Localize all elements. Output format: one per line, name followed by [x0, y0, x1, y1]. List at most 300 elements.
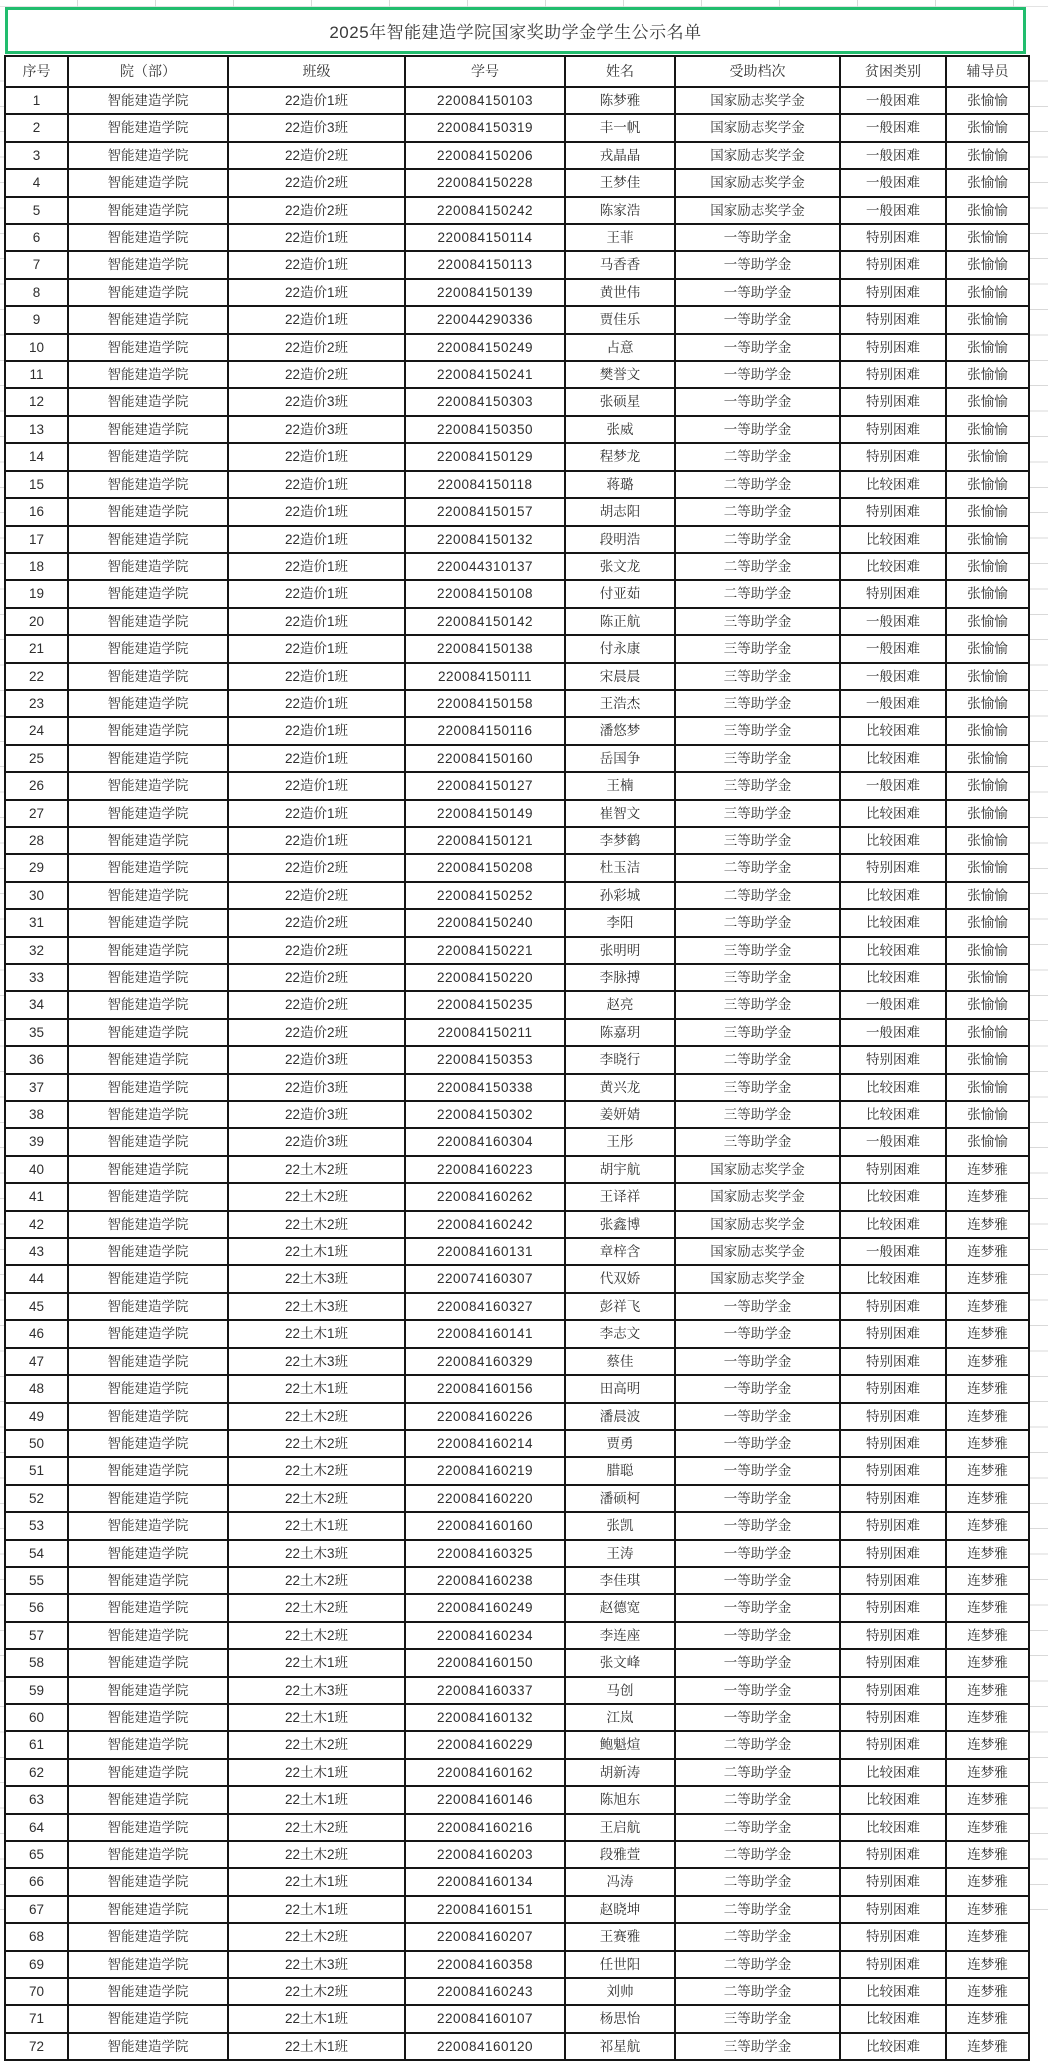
cell-name[interactable]: 张文龙	[565, 553, 675, 580]
cell-serial[interactable]: 6	[5, 224, 68, 251]
cell-college[interactable]: 智能建造学院	[68, 1156, 228, 1183]
cell-college[interactable]: 智能建造学院	[68, 279, 228, 306]
cell-class[interactable]: 22造价1班	[228, 306, 405, 333]
cell-poverty-category[interactable]: 特别困难	[840, 1896, 946, 1923]
column-header-aid-level[interactable]: 受助档次	[675, 56, 840, 87]
cell-class[interactable]: 22造价1班	[228, 279, 405, 306]
cell-poverty-category[interactable]: 比较困难	[840, 1211, 946, 1238]
cell-college[interactable]: 智能建造学院	[68, 224, 228, 251]
cell-class[interactable]: 22土木2班	[228, 1731, 405, 1758]
cell-counselor[interactable]: 张愉愉	[946, 991, 1029, 1018]
cell-student-id[interactable]: 220084160358	[405, 1951, 565, 1978]
cell-class[interactable]: 22土木2班	[228, 1622, 405, 1649]
cell-poverty-category[interactable]: 一般困难	[840, 87, 946, 114]
cell-poverty-category[interactable]: 特别困难	[840, 306, 946, 333]
column-header-counselor[interactable]: 辅导员	[946, 56, 1029, 87]
cell-college[interactable]: 智能建造学院	[68, 87, 228, 114]
cell-aid-level[interactable]: 二等助学金	[675, 1841, 840, 1868]
cell-aid-level[interactable]: 三等助学金	[675, 991, 840, 1018]
column-header-student-id[interactable]: 学号	[405, 56, 565, 87]
cell-name[interactable]: 王启航	[565, 1814, 675, 1841]
cell-class[interactable]: 22土木1班	[228, 2033, 405, 2060]
cell-serial[interactable]: 36	[5, 1046, 68, 1073]
cell-class[interactable]: 22造价1班	[228, 608, 405, 635]
cell-college[interactable]: 智能建造学院	[68, 2033, 228, 2060]
cell-aid-level[interactable]: 国家励志奖学金	[675, 1156, 840, 1183]
cell-aid-level[interactable]: 国家励志奖学金	[675, 1238, 840, 1265]
cell-serial[interactable]: 71	[5, 2005, 68, 2032]
cell-student-id[interactable]: 220084150252	[405, 882, 565, 909]
cell-poverty-category[interactable]: 比较困难	[840, 553, 946, 580]
cell-serial[interactable]: 49	[5, 1403, 68, 1430]
cell-counselor[interactable]: 张愉愉	[946, 580, 1029, 607]
cell-student-id[interactable]: 220084150118	[405, 471, 565, 498]
cell-college[interactable]: 智能建造学院	[68, 197, 228, 224]
cell-name[interactable]: 田高明	[565, 1375, 675, 1402]
cell-aid-level[interactable]: 二等助学金	[675, 1923, 840, 1950]
cell-serial[interactable]: 29	[5, 854, 68, 881]
cell-student-id[interactable]: 220044290336	[405, 306, 565, 333]
cell-counselor[interactable]: 连梦雅	[946, 1786, 1029, 1813]
cell-poverty-category[interactable]: 特别困难	[840, 1841, 946, 1868]
cell-poverty-category[interactable]: 比较困难	[840, 1978, 946, 2005]
cell-class[interactable]: 22土木2班	[228, 1156, 405, 1183]
cell-college[interactable]: 智能建造学院	[68, 142, 228, 169]
cell-student-id[interactable]: 220084160150	[405, 1649, 565, 1676]
cell-aid-level[interactable]: 一等助学金	[675, 1512, 840, 1539]
cell-name[interactable]: 任世阳	[565, 1951, 675, 1978]
cell-class[interactable]: 22土木2班	[228, 1457, 405, 1484]
cell-serial[interactable]: 44	[5, 1265, 68, 1292]
cell-aid-level[interactable]: 一等助学金	[675, 1403, 840, 1430]
cell-counselor[interactable]: 连梦雅	[946, 1704, 1029, 1731]
cell-serial[interactable]: 57	[5, 1622, 68, 1649]
cell-serial[interactable]: 72	[5, 2033, 68, 2060]
cell-counselor[interactable]: 张愉愉	[946, 87, 1029, 114]
cell-college[interactable]: 智能建造学院	[68, 498, 228, 525]
cell-serial[interactable]: 1	[5, 87, 68, 114]
cell-class[interactable]: 22造价2班	[228, 882, 405, 909]
cell-class[interactable]: 22造价2班	[228, 964, 405, 991]
cell-name[interactable]: 陈家浩	[565, 197, 675, 224]
cell-college[interactable]: 智能建造学院	[68, 827, 228, 854]
cell-college[interactable]: 智能建造学院	[68, 800, 228, 827]
cell-poverty-category[interactable]: 比较困难	[840, 882, 946, 909]
cell-class[interactable]: 22土木2班	[228, 1978, 405, 2005]
cell-college[interactable]: 智能建造学院	[68, 1978, 228, 2005]
cell-class[interactable]: 22土木3班	[228, 1265, 405, 1292]
cell-name[interactable]: 蔡佳	[565, 1348, 675, 1375]
cell-student-id[interactable]: 220084150149	[405, 800, 565, 827]
cell-serial[interactable]: 3	[5, 142, 68, 169]
cell-aid-level[interactable]: 三等助学金	[675, 717, 840, 744]
cell-counselor[interactable]: 张愉愉	[946, 334, 1029, 361]
cell-serial[interactable]: 40	[5, 1156, 68, 1183]
cell-poverty-category[interactable]: 一般困难	[840, 635, 946, 662]
cell-counselor[interactable]: 连梦雅	[946, 1211, 1029, 1238]
cell-student-id[interactable]: 220084160132	[405, 1704, 565, 1731]
cell-class[interactable]: 22造价1班	[228, 526, 405, 553]
cell-serial[interactable]: 10	[5, 334, 68, 361]
cell-student-id[interactable]: 220084150303	[405, 388, 565, 415]
cell-college[interactable]: 智能建造学院	[68, 1814, 228, 1841]
cell-college[interactable]: 智能建造学院	[68, 1101, 228, 1128]
cell-class[interactable]: 22土木1班	[228, 1238, 405, 1265]
cell-student-id[interactable]: 220084160120	[405, 2033, 565, 2060]
cell-serial[interactable]: 27	[5, 800, 68, 827]
cell-name[interactable]: 代双娇	[565, 1265, 675, 1292]
column-header-poverty-category[interactable]: 贫困类别	[840, 56, 946, 87]
cell-name[interactable]: 冯涛	[565, 1868, 675, 1895]
cell-counselor[interactable]: 张愉愉	[946, 279, 1029, 306]
cell-counselor[interactable]: 张愉愉	[946, 827, 1029, 854]
cell-poverty-category[interactable]: 特别困难	[840, 1677, 946, 1704]
cell-student-id[interactable]: 220084160134	[405, 1868, 565, 1895]
cell-class[interactable]: 22土木2班	[228, 1841, 405, 1868]
cell-counselor[interactable]: 张愉愉	[946, 1074, 1029, 1101]
cell-poverty-category[interactable]: 特别困难	[840, 279, 946, 306]
cell-counselor[interactable]: 张愉愉	[946, 1101, 1029, 1128]
cell-college[interactable]: 智能建造学院	[68, 471, 228, 498]
cell-serial[interactable]: 12	[5, 388, 68, 415]
cell-aid-level[interactable]: 三等助学金	[675, 772, 840, 799]
cell-student-id[interactable]: 220084160214	[405, 1430, 565, 1457]
cell-class[interactable]: 22土木2班	[228, 1567, 405, 1594]
cell-name[interactable]: 李连座	[565, 1622, 675, 1649]
cell-counselor[interactable]: 连梦雅	[946, 1622, 1029, 1649]
cell-poverty-category[interactable]: 特别困难	[840, 1403, 946, 1430]
cell-class[interactable]: 22造价1班	[228, 553, 405, 580]
cell-serial[interactable]: 41	[5, 1183, 68, 1210]
cell-counselor[interactable]: 连梦雅	[946, 1841, 1029, 1868]
cell-counselor[interactable]: 连梦雅	[946, 1403, 1029, 1430]
cell-serial[interactable]: 33	[5, 964, 68, 991]
cell-name[interactable]: 李志文	[565, 1320, 675, 1347]
cell-college[interactable]: 智能建造学院	[68, 1457, 228, 1484]
cell-aid-level[interactable]: 一等助学金	[675, 388, 840, 415]
cell-name[interactable]: 宋晨晨	[565, 663, 675, 690]
cell-class[interactable]: 22造价2班	[228, 361, 405, 388]
cell-aid-level[interactable]: 二等助学金	[675, 1896, 840, 1923]
cell-student-id[interactable]: 220084150121	[405, 827, 565, 854]
cell-counselor[interactable]: 张愉愉	[946, 526, 1029, 553]
cell-serial[interactable]: 19	[5, 580, 68, 607]
cell-college[interactable]: 智能建造学院	[68, 882, 228, 909]
cell-poverty-category[interactable]: 特别困难	[840, 334, 946, 361]
cell-poverty-category[interactable]: 比较困难	[840, 964, 946, 991]
cell-name[interactable]: 江岚	[565, 1704, 675, 1731]
cell-name[interactable]: 胡新涛	[565, 1759, 675, 1786]
column-header-class[interactable]: 班级	[228, 56, 405, 87]
cell-poverty-category[interactable]: 比较困难	[840, 745, 946, 772]
cell-poverty-category[interactable]: 特别困难	[840, 1622, 946, 1649]
cell-student-id[interactable]: 220084160141	[405, 1320, 565, 1347]
cell-counselor[interactable]: 连梦雅	[946, 1677, 1029, 1704]
cell-class[interactable]: 22土木3班	[228, 1951, 405, 1978]
cell-class[interactable]: 22土木1班	[228, 1786, 405, 1813]
cell-college[interactable]: 智能建造学院	[68, 1183, 228, 1210]
cell-aid-level[interactable]: 一等助学金	[675, 416, 840, 443]
cell-aid-level[interactable]: 国家励志奖学金	[675, 1211, 840, 1238]
cell-name[interactable]: 祁星航	[565, 2033, 675, 2060]
cell-counselor[interactable]: 张愉愉	[946, 937, 1029, 964]
cell-poverty-category[interactable]: 特别困难	[840, 1320, 946, 1347]
cell-aid-level[interactable]: 三等助学金	[675, 937, 840, 964]
cell-counselor[interactable]: 连梦雅	[946, 1293, 1029, 1320]
cell-name[interactable]: 陈嘉玥	[565, 1019, 675, 1046]
cell-aid-level[interactable]: 一等助学金	[675, 1540, 840, 1567]
cell-college[interactable]: 智能建造学院	[68, 635, 228, 662]
cell-class[interactable]: 22造价2班	[228, 854, 405, 881]
cell-counselor[interactable]: 连梦雅	[946, 1896, 1029, 1923]
cell-name[interactable]: 王涛	[565, 1540, 675, 1567]
cell-name[interactable]: 陈旭东	[565, 1786, 675, 1813]
cell-aid-level[interactable]: 三等助学金	[675, 2033, 840, 2060]
cell-name[interactable]: 黄兴龙	[565, 1074, 675, 1101]
cell-counselor[interactable]: 张愉愉	[946, 964, 1029, 991]
cell-serial[interactable]: 64	[5, 1814, 68, 1841]
cell-poverty-category[interactable]: 特别困难	[840, 1951, 946, 1978]
cell-class[interactable]: 22土木3班	[228, 1540, 405, 1567]
cell-class[interactable]: 22造价3班	[228, 388, 405, 415]
cell-student-id[interactable]: 220084150241	[405, 361, 565, 388]
cell-name[interactable]: 付亚茹	[565, 580, 675, 607]
cell-class[interactable]: 22造价1班	[228, 745, 405, 772]
cell-poverty-category[interactable]: 特别困难	[840, 1868, 946, 1895]
cell-poverty-category[interactable]: 一般困难	[840, 169, 946, 196]
cell-class[interactable]: 22土木1班	[228, 1649, 405, 1676]
cell-college[interactable]: 智能建造学院	[68, 772, 228, 799]
cell-student-id[interactable]: 220084160160	[405, 1512, 565, 1539]
cell-poverty-category[interactable]: 特别困难	[840, 388, 946, 415]
cell-college[interactable]: 智能建造学院	[68, 1403, 228, 1430]
cell-student-id[interactable]: 220084160162	[405, 1759, 565, 1786]
cell-counselor[interactable]: 连梦雅	[946, 1156, 1029, 1183]
cell-serial[interactable]: 46	[5, 1320, 68, 1347]
cell-counselor[interactable]: 张愉愉	[946, 690, 1029, 717]
cell-student-id[interactable]: 220084150132	[405, 526, 565, 553]
cell-college[interactable]: 智能建造学院	[68, 1841, 228, 1868]
cell-student-id[interactable]: 220084160229	[405, 1731, 565, 1758]
cell-serial[interactable]: 5	[5, 197, 68, 224]
cell-student-id[interactable]: 220084150127	[405, 772, 565, 799]
cell-counselor[interactable]: 张愉愉	[946, 800, 1029, 827]
cell-serial[interactable]: 7	[5, 251, 68, 278]
cell-class[interactable]: 22造价2班	[228, 1019, 405, 1046]
cell-name[interactable]: 段雅萱	[565, 1841, 675, 1868]
cell-serial[interactable]: 65	[5, 1841, 68, 1868]
cell-college[interactable]: 智能建造学院	[68, 1128, 228, 1155]
cell-counselor[interactable]: 张愉愉	[946, 197, 1029, 224]
cell-poverty-category[interactable]: 比较困难	[840, 1759, 946, 1786]
cell-college[interactable]: 智能建造学院	[68, 1046, 228, 1073]
cell-aid-level[interactable]: 一等助学金	[675, 1677, 840, 1704]
cell-serial[interactable]: 50	[5, 1430, 68, 1457]
cell-serial[interactable]: 4	[5, 169, 68, 196]
cell-student-id[interactable]: 220084160325	[405, 1540, 565, 1567]
cell-class[interactable]: 22土木1班	[228, 1320, 405, 1347]
cell-college[interactable]: 智能建造学院	[68, 1211, 228, 1238]
cell-student-id[interactable]: 220084150206	[405, 142, 565, 169]
cell-counselor[interactable]: 连梦雅	[946, 1978, 1029, 2005]
cell-counselor[interactable]: 连梦雅	[946, 2033, 1029, 2060]
column-header-name[interactable]: 姓名	[565, 56, 675, 87]
cell-poverty-category[interactable]: 比较困难	[840, 1814, 946, 1841]
cell-aid-level[interactable]: 一等助学金	[675, 279, 840, 306]
cell-poverty-category[interactable]: 一般困难	[840, 142, 946, 169]
cell-serial[interactable]: 53	[5, 1512, 68, 1539]
cell-college[interactable]: 智能建造学院	[68, 334, 228, 361]
cell-aid-level[interactable]: 二等助学金	[675, 909, 840, 936]
cell-name[interactable]: 潘晨波	[565, 1403, 675, 1430]
cell-class[interactable]: 22造价1班	[228, 827, 405, 854]
cell-name[interactable]: 孙彩城	[565, 882, 675, 909]
cell-aid-level[interactable]: 二等助学金	[675, 1868, 840, 1895]
cell-serial[interactable]: 26	[5, 772, 68, 799]
cell-student-id[interactable]: 220084150139	[405, 279, 565, 306]
cell-aid-level[interactable]: 国家励志奖学金	[675, 1183, 840, 1210]
cell-poverty-category[interactable]: 特别困难	[840, 1485, 946, 1512]
cell-aid-level[interactable]: 一等助学金	[675, 334, 840, 361]
cell-college[interactable]: 智能建造学院	[68, 1348, 228, 1375]
cell-name[interactable]: 赵晓坤	[565, 1896, 675, 1923]
cell-name[interactable]: 彭祥飞	[565, 1293, 675, 1320]
cell-serial[interactable]: 15	[5, 471, 68, 498]
cell-aid-level[interactable]: 三等助学金	[675, 827, 840, 854]
cell-college[interactable]: 智能建造学院	[68, 1896, 228, 1923]
cell-name[interactable]: 樊誉文	[565, 361, 675, 388]
cell-student-id[interactable]: 220084150103	[405, 87, 565, 114]
cell-counselor[interactable]: 连梦雅	[946, 1868, 1029, 1895]
cell-serial[interactable]: 56	[5, 1594, 68, 1621]
cell-college[interactable]: 智能建造学院	[68, 443, 228, 470]
cell-poverty-category[interactable]: 比较困难	[840, 526, 946, 553]
cell-serial[interactable]: 28	[5, 827, 68, 854]
cell-class[interactable]: 22造价1班	[228, 471, 405, 498]
cell-student-id[interactable]: 220084150240	[405, 909, 565, 936]
cell-name[interactable]: 潘悠梦	[565, 717, 675, 744]
cell-poverty-category[interactable]: 特别困难	[840, 1457, 946, 1484]
cell-name[interactable]: 崔智文	[565, 800, 675, 827]
cell-poverty-category[interactable]: 比较困难	[840, 1183, 946, 1210]
column-header-college[interactable]: 院（部）	[68, 56, 228, 87]
cell-aid-level[interactable]: 一等助学金	[675, 251, 840, 278]
cell-counselor[interactable]: 连梦雅	[946, 1485, 1029, 1512]
cell-aid-level[interactable]: 国家励志奖学金	[675, 1265, 840, 1292]
cell-counselor[interactable]: 连梦雅	[946, 1238, 1029, 1265]
cell-college[interactable]: 智能建造学院	[68, 717, 228, 744]
cell-counselor[interactable]: 连梦雅	[946, 1951, 1029, 1978]
cell-counselor[interactable]: 连梦雅	[946, 1759, 1029, 1786]
cell-class[interactable]: 22造价3班	[228, 114, 405, 141]
cell-poverty-category[interactable]: 特别困难	[840, 1923, 946, 1950]
cell-aid-level[interactable]: 一等助学金	[675, 224, 840, 251]
cell-name[interactable]: 鲍魁煊	[565, 1731, 675, 1758]
cell-class[interactable]: 22造价2班	[228, 937, 405, 964]
cell-college[interactable]: 智能建造学院	[68, 251, 228, 278]
cell-student-id[interactable]: 220084160234	[405, 1622, 565, 1649]
cell-name[interactable]: 马创	[565, 1677, 675, 1704]
cell-counselor[interactable]: 连梦雅	[946, 1814, 1029, 1841]
cell-aid-level[interactable]: 一等助学金	[675, 1567, 840, 1594]
cell-name[interactable]: 腊聪	[565, 1457, 675, 1484]
cell-name[interactable]: 王彤	[565, 1128, 675, 1155]
cell-name[interactable]: 陈正航	[565, 608, 675, 635]
cell-serial[interactable]: 58	[5, 1649, 68, 1676]
cell-class[interactable]: 22土木3班	[228, 1293, 405, 1320]
cell-name[interactable]: 马香香	[565, 251, 675, 278]
cell-aid-level[interactable]: 三等助学金	[675, 800, 840, 827]
cell-serial[interactable]: 59	[5, 1677, 68, 1704]
cell-college[interactable]: 智能建造学院	[68, 1868, 228, 1895]
cell-counselor[interactable]: 张愉愉	[946, 388, 1029, 415]
cell-college[interactable]: 智能建造学院	[68, 690, 228, 717]
cell-student-id[interactable]: 220084150158	[405, 690, 565, 717]
cell-class[interactable]: 22造价2班	[228, 142, 405, 169]
cell-poverty-category[interactable]: 一般困难	[840, 197, 946, 224]
cell-college[interactable]: 智能建造学院	[68, 306, 228, 333]
cell-poverty-category[interactable]: 比较困难	[840, 909, 946, 936]
cell-counselor[interactable]: 连梦雅	[946, 1430, 1029, 1457]
cell-college[interactable]: 智能建造学院	[68, 608, 228, 635]
cell-serial[interactable]: 62	[5, 1759, 68, 1786]
cell-college[interactable]: 智能建造学院	[68, 991, 228, 1018]
cell-aid-level[interactable]: 三等助学金	[675, 2005, 840, 2032]
cell-name[interactable]: 王译祥	[565, 1183, 675, 1210]
cell-serial[interactable]: 34	[5, 991, 68, 1018]
cell-class[interactable]: 22土木1班	[228, 1375, 405, 1402]
cell-name[interactable]: 戎晶晶	[565, 142, 675, 169]
cell-name[interactable]: 潘硕柯	[565, 1485, 675, 1512]
cell-class[interactable]: 22造价2班	[228, 334, 405, 361]
cell-college[interactable]: 智能建造学院	[68, 1677, 228, 1704]
cell-counselor[interactable]: 连梦雅	[946, 1457, 1029, 1484]
cell-poverty-category[interactable]: 特别困难	[840, 854, 946, 881]
cell-college[interactable]: 智能建造学院	[68, 1019, 228, 1046]
cell-name[interactable]: 赵德宽	[565, 1594, 675, 1621]
cell-student-id[interactable]: 220084150160	[405, 745, 565, 772]
cell-student-id[interactable]: 220084150142	[405, 608, 565, 635]
cell-counselor[interactable]: 张愉愉	[946, 772, 1029, 799]
cell-aid-level[interactable]: 二等助学金	[675, 498, 840, 525]
cell-student-id[interactable]: 220084160207	[405, 1923, 565, 1950]
cell-name[interactable]: 胡志阳	[565, 498, 675, 525]
cell-name[interactable]: 胡宇航	[565, 1156, 675, 1183]
cell-name[interactable]: 王浩杰	[565, 690, 675, 717]
cell-name[interactable]: 丰一帆	[565, 114, 675, 141]
cell-name[interactable]: 王楠	[565, 772, 675, 799]
cell-poverty-category[interactable]: 特别困难	[840, 1293, 946, 1320]
cell-aid-level[interactable]: 一等助学金	[675, 1348, 840, 1375]
cell-counselor[interactable]: 连梦雅	[946, 1567, 1029, 1594]
cell-student-id[interactable]: 220084150208	[405, 854, 565, 881]
cell-aid-level[interactable]: 二等助学金	[675, 882, 840, 909]
cell-name[interactable]: 岳国争	[565, 745, 675, 772]
cell-class[interactable]: 22造价1班	[228, 717, 405, 744]
cell-aid-level[interactable]: 二等助学金	[675, 443, 840, 470]
cell-serial[interactable]: 52	[5, 1485, 68, 1512]
cell-name[interactable]: 李梦鹤	[565, 827, 675, 854]
cell-student-id[interactable]: 220084160219	[405, 1457, 565, 1484]
cell-serial[interactable]: 38	[5, 1101, 68, 1128]
cell-class[interactable]: 22土木2班	[228, 1211, 405, 1238]
cell-serial[interactable]: 16	[5, 498, 68, 525]
cell-poverty-category[interactable]: 特别困难	[840, 1430, 946, 1457]
cell-student-id[interactable]: 220084160151	[405, 1896, 565, 1923]
cell-counselor[interactable]: 张愉愉	[946, 251, 1029, 278]
cell-name[interactable]: 张鑫博	[565, 1211, 675, 1238]
cell-college[interactable]: 智能建造学院	[68, 1512, 228, 1539]
